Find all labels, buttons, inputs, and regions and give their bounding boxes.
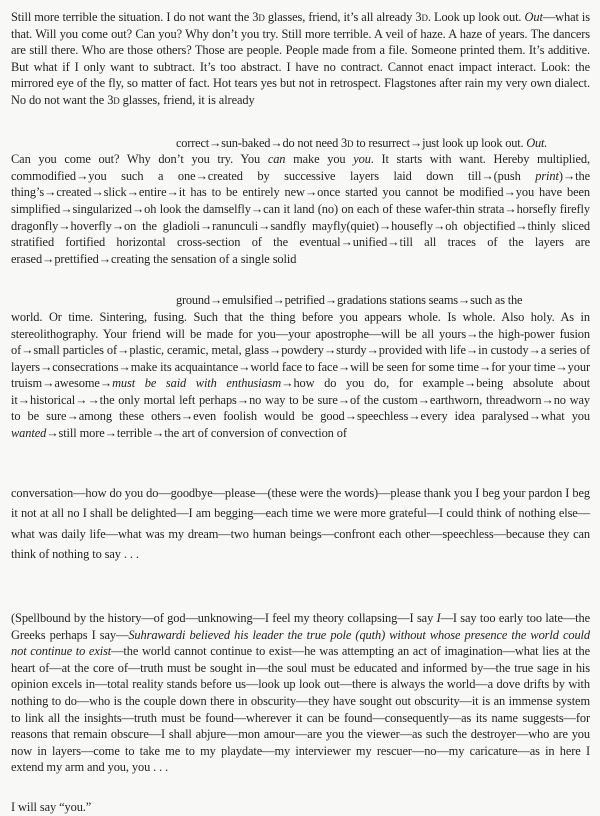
text-segment: Out. (526, 135, 548, 150)
paragraph-opening (11, 9, 590, 109)
text-segment: →how do you do, for example→being absolute about it→historical→→the only mortal left perhaps→no way to be sure→of the custom→earthworn, threadworn→no way to be sure→among these others→even foolish would be good→speechless→every idea paralysed→what you (11, 376, 591, 424)
text-segment: . It starts with want. Hereby multiplied, commodified→you such a one→created by successive layers laid down till→(push (11, 152, 590, 183)
paragraph-ground (11, 292, 590, 441)
text-segment: Can you come out? Why don’t you try. You (11, 152, 268, 167)
text-segment: (Spellbound by the history—of god—unknowing—I feel my theory collapsing—I say (11, 611, 437, 626)
text-segment: 3d (252, 10, 265, 24)
paragraph-conversation (11, 483, 590, 565)
text-segment: ground→emulsified→petrified→gradations stations seams→such as the (176, 293, 523, 308)
paragraph-correct-body (11, 151, 590, 267)
closing-line (11, 799, 590, 816)
text-segment: I (436, 611, 441, 626)
text-segment: glasses, friend, it’s all already (264, 10, 416, 24)
text-segment: world. Or time. Sintering, fusing. Such that the thing before you appears whole. Is whole. Also holy. As in stereolithography. Your friend will be made for you—your apostrophe—will be all yours→the high-power fusion of→small particles of→plastic, ceramic, metal, glass→powdery→sturdy→provided with life→in custody→a series of layers→consecrations→make its acquaintance→world face to face→will be seen for some time→for your time→your truism→awesome→ (11, 309, 590, 391)
paragraph-correct (11, 135, 590, 268)
text-segment: you (353, 152, 371, 167)
text-segment: 3d (107, 92, 120, 107)
text-segment: must be said with enthusiasm (112, 376, 282, 391)
text-segment: I will say “you.” (11, 799, 92, 814)
text-segment: . Look up look out. (427, 10, 525, 24)
text-segment: correct→sun-baked→do not need (176, 135, 342, 150)
paragraph-correct-lead-line (176, 135, 590, 152)
text-segment: 3d (415, 10, 428, 24)
text-segment: )→the thing’s→created→slick→entire→it has to be entirely new→once started you cannot be modified→you have been simplified→singularized→oh look the damselfly→can it land (no) on each of these wafer-thin strata→horsefly firefly dragonfly→hoverfly→on the gladioli→ranunculi→sandfly mayfly(quiet)→housefly→oh objectified→thinly sliced stratified fortified horizontal cross-section of the eventual→unified→till all traces of the layers are erased→prettified→creating the sensation of a single solid (11, 168, 590, 266)
paragraph-ground-lead-line (176, 292, 590, 309)
text-segment: —what is that. Will you come out? Can you? Why don’t you try. Still more terrible. A veil of haze. A haze of years. The dancers are still there. Who are those others? Those are people. People made from a file. Someone printed them. It’s additive. But what if I only want to subtract. It’s too abstract. I have no contract. Cannot enact impact interact. Look: the mirrored eye of the fly, so matter of fact. Hot tears yes but not in retrospect. Flagstones after rain my very own dialect. No do not want the (11, 10, 590, 107)
text-segment: can (267, 152, 286, 167)
text-segment: →still more→terrible→the art of conversion of convection of (46, 426, 347, 441)
text-segment: Still more terrible the situation. I do not want the (11, 10, 253, 24)
text-segment: —I say too early too late—the Greeks perhaps I say— (11, 611, 590, 642)
text-segment: wanted (11, 426, 47, 441)
text-segment: Suhrawardi believed his leader the true pole (quth) without whose presence the world could not continue to exist (11, 627, 590, 659)
text-segment: —the world cannot continue to exist—he was attempting an act of imagination—what lies at the heart of—at the core of—truth must be sought in—the soul must be educated and informed by—the true sage in his opinion excels in—total reality stands before us—look up look out—there is always the world—a dove drifts by with nothing to do—who is the couple down there in obscurity—they have sought out obscurity—it is an immense system to link all the insights—truth must be found—wherever it can be found—consequently—as its name suggests—for reasons that remain obscure—I shall abjure—mon amour—are you the viewer—as such the destroyer—who are you now in layers—come to take me to my playdate—my interviewer my rescuer—no—my caricature—as in here I extend my arm and you, you . . . (11, 644, 590, 775)
text-segment: make you (285, 152, 354, 167)
text-segment: print (535, 168, 559, 183)
paragraph-ground-body (11, 309, 590, 442)
text-segment: glasses, friend, it is already (119, 92, 255, 107)
text-segment: Out (524, 10, 543, 24)
paragraph-spellbound (11, 610, 590, 776)
text-segment: to resurrect→just look up look out. (353, 135, 527, 150)
text-segment: 3d (341, 135, 354, 150)
text-segment: conversation—how do you do—goodbye—please—(these were the words)—please thank you I beg your pardon I beg it not at all no I shall be delighted—I am begging—each time we were more grateful—I could think of nothing else—what was daily life—what was my dream—two human beings—confront each other—speechless—because they can think of nothing to say . . . (11, 485, 590, 562)
